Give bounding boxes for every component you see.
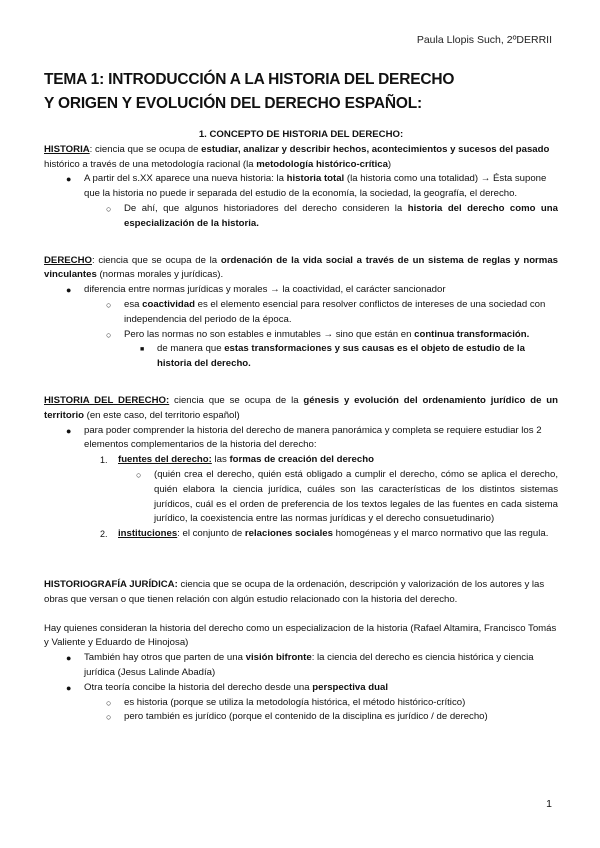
bullet-icon: ● <box>66 174 72 185</box>
circle-bullet-icon: ○ <box>136 469 142 480</box>
list-item: ■ de manera que estas transformaciones y sus causas es el objeto de estudio de la historia del derecho. <box>140 343 525 370</box>
hay-paragraph: Hay quienes consideran la historia del derecho como un especializacion de la historia (Rafael Altamira, Francisco Tomás y Valiente y Eduardo de Hinojosa) <box>44 622 557 649</box>
title-line-1: TEMA 1: INTRODUCCIÓN A LA HISTORIA DEL DERECHO <box>44 71 455 88</box>
term-historiografia: HISTORIOGRAFÍA JURÍDICA: <box>44 578 178 590</box>
numbered-item: 1. fuentes del derecho: las formas de creación del derecho <box>100 454 374 466</box>
numbered-item: 2. instituciones: el conjunto de relaciones sociales homogéneas y el marco normativo que las regula. <box>100 528 549 540</box>
page-number: 1 <box>546 798 552 810</box>
square-bullet-icon: ■ <box>140 346 145 354</box>
historia-derecho-paragraph: HISTORIA DEL DERECHO: ciencia que se ocupa de la génesis y evolución del ordenamiento jurídico de un territorio (en este caso, del territorio español) <box>44 394 558 421</box>
circle-bullet-icon: ○ <box>106 329 112 340</box>
author-header: Paula Llopis Such, 2ºDERRII <box>416 34 552 46</box>
list-item: ○ De ahí, que algunos historiadores del derecho consideren la historia del derecho como una especialización de la historia. <box>106 202 558 229</box>
section-heading: 1. CONCEPTO DE HISTORIA DEL DERECHO: <box>198 129 404 140</box>
term-historia: HISTORIA <box>44 143 90 155</box>
circle-bullet-icon: ○ <box>106 203 112 214</box>
list-item: ● A partir del s.XX aparece una nueva historia: la historia total (la historia como una totalidad) → Ésta supone que la historia no puede ir separada del estudio de la economía, la sociedad, la geografía, el derecho. <box>66 173 547 200</box>
list-item: ● diferencia entre normas jurídicas y morales → la coactividad, el carácter sancionador <box>44 283 558 298</box>
historia-paragraph: HISTORIA: ciencia que se ocupa de estudiar, analizar y describir hechos, acontecimientos y sucesos del pasado histórico a través de una metodología racional (la metodología histórico-crítica) <box>44 143 550 170</box>
list-item: ○ es historia (porque se utiliza la metodología histórica, el método histórico-crítico) <box>44 696 558 711</box>
term-derecho: DERECHO <box>44 254 92 266</box>
circle-bullet-icon: ○ <box>106 299 112 310</box>
historiografia-paragraph: HISTORIOGRAFÍA JURÍDICA: ciencia que se ocupa de la ordenación, descripción y valorización de los autores y las obras que versan o que tienen relación con algún estudio relacionado con la historia del derecho. <box>44 578 545 605</box>
list-item: ● También hay otros que parten de una visión bifronte: la ciencia del derecho es ciencia histórica y ciencia jurídica (Jesus Lalinde Abadía) <box>66 652 534 678</box>
bullet-icon: ● <box>66 285 72 296</box>
bullet-icon: ● <box>66 682 72 693</box>
term-historia-derecho: HISTORIA DEL DERECHO: <box>44 394 170 406</box>
circle-bullet-icon: ○ <box>106 697 112 708</box>
list-item: ● para poder comprender la historia del derecho de manera panorámica y completa se requiere estudiar los 2 elementos complementarios de la historia del derecho: <box>66 424 542 451</box>
circle-bullet-icon: ○ <box>106 712 112 723</box>
list-item: ● Otra teoría concibe la historia del derecho desde una perspectiva dual <box>44 681 558 696</box>
bullet-icon: ● <box>66 653 72 664</box>
document-body <box>44 128 558 725</box>
list-item: ○ (quién crea el derecho, quién está obligado a cumplir el derecho, cómo se aplica el derecho, quién elabora la ciencia jurídica, cuáles son las características de los distintos sistemas jurídicos, cuál es el orden de preferencia de los textos legales de las fuentes en cada sistema jurídico, la coexistencia entre las normas jurídicas y el derecho consuetudinario) <box>136 468 558 525</box>
list-item: ○ esa coactividad es el elemento esencial para resolver conflictos de intereses de una sociedad con independencia del periodo de la época. <box>106 298 546 325</box>
bullet-icon: ● <box>66 425 72 436</box>
document-title <box>44 68 454 116</box>
list-item: ○ Pero las normas no son estables e inmutables → sino que están en continua transformación. <box>44 328 558 343</box>
list-item: ○ pero también es jurídico (porque el contenido de la disciplina es jurídico / de derecho) <box>44 710 558 725</box>
title-line-2: Y ORIGEN Y EVOLUCIÓN DEL DERECHO ESPAÑOL: <box>44 95 422 112</box>
derecho-paragraph: DERECHO: ciencia que se ocupa de la ordenación de la vida social a través de un sistema de reglas y normas vinculantes (normas morales y jurídicas). <box>44 254 558 281</box>
